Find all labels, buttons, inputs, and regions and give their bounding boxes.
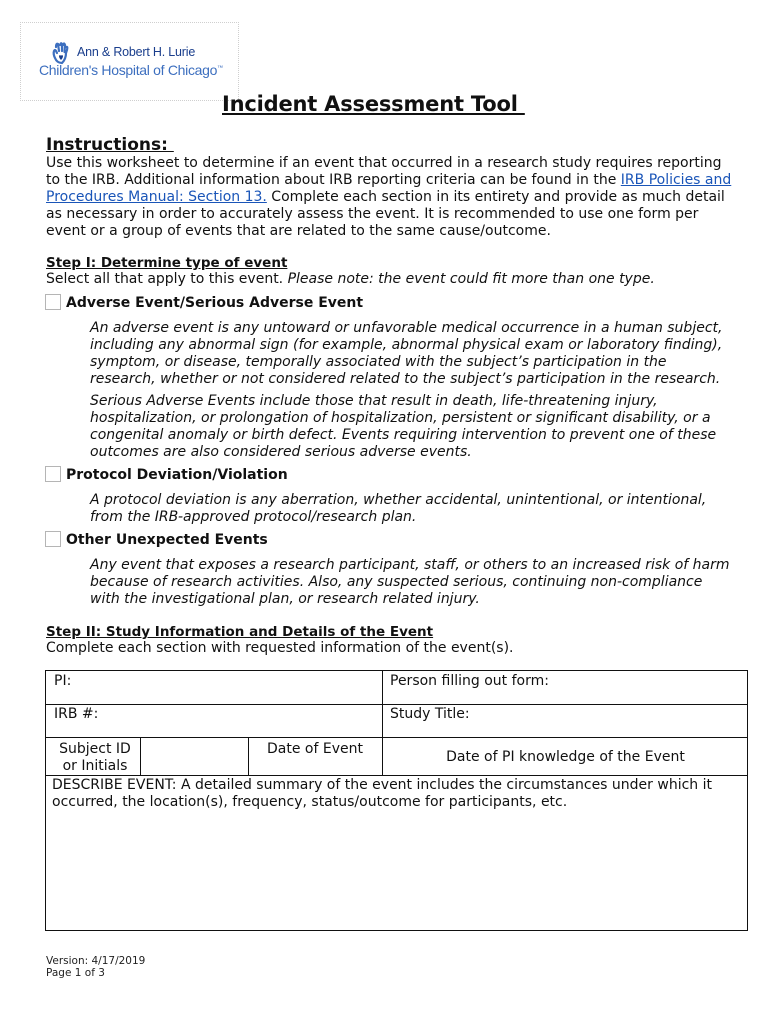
study-title-label: Study Title: [390,706,470,722]
person-filling-label: Person filling out form: [390,673,549,689]
adverse-event-label: Adverse Event/Serious Adverse Event [66,295,364,311]
step2-heading: Step II: Study Information and Details of the Event [46,624,434,640]
study-title-field[interactable] [476,708,740,726]
table-divider [382,738,383,776]
page-title: Incident Assessment Tool [222,92,525,116]
option-protocol-deviation[interactable] [45,467,288,485]
protocol-deviation-description: A protocol deviation is any aberration, whether accidental, unintentional, or intentional, from the IRB-approved protocol/research plan. [90,492,707,525]
adverse-event-checkbox[interactable] [45,294,61,310]
option-adverse-event[interactable] [45,295,363,313]
step2-subheading: Complete each section with requested information of the event(s). [46,640,514,656]
trademark-symbol: ™ [217,65,223,72]
page-number: Page 1 of 3 [46,967,105,979]
event-details-table [45,670,748,931]
other-unexpected-checkbox[interactable] [45,531,61,547]
pi-knowledge-date-label: Date of PI knowledge of the Event [446,749,685,765]
table-divider [248,738,249,776]
protocol-deviation-checkbox[interactable] [45,466,61,482]
subject-id-field[interactable] [146,747,242,767]
hospital-logo [20,22,239,101]
table-divider [46,737,747,738]
instructions-heading: Instructions: [46,135,174,155]
serious-adverse-event-description: Serious Adverse Events include those that result in death, life-threatening injury, hospitalization, or prolongation of hospitalization, persistent or significant disability, or a congenital anomaly or birth defect. Events requiring intervention to prevent one of these outcomes are also considered serious adverse events. [90,393,717,460]
adverse-event-description: An adverse event is any untoward or unfavorable medical occurrence in a human subject, including any abnormal sign (for example, abnormal physical exam or laboratory finding), symptom, or disease, temporally associated with the subject’s participation in the research, whether or not considered related to the subject’s participation in the research. [90,320,723,387]
logo-line-2 [39,62,223,78]
footer [46,955,145,979]
describe-event-field[interactable] [54,815,740,925]
logo-name-text: Children's Hospital of Chicago [39,62,218,78]
table-divider [382,671,383,738]
irb-manual-link[interactable]: IRB Policies and Procedures Manual: Section 13. [46,172,732,205]
step1-heading: Step I: Determine type of event [46,255,288,271]
option-other-unexpected[interactable] [45,532,268,550]
table-divider [140,738,141,776]
date-of-event-label: Date of Event [267,741,363,757]
step1-subheading [46,271,655,287]
person-filling-field[interactable] [552,675,740,693]
other-unexpected-label: Other Unexpected Events [66,532,268,548]
protocol-deviation-label: Protocol Deviation/Violation [66,467,288,483]
logo-line-1: Ann & Robert H. Lurie [77,45,196,59]
table-divider [46,775,747,776]
date-of-event-field[interactable] [256,757,376,773]
table-divider [46,704,747,705]
step1-sub-text: Select all that apply to this event. [46,271,288,287]
instructions-text-1: Use this worksheet to determine if an event that occurred in a research study requires reporting to the IRB. Additional information about IRB reporting criteria can be found in the [46,155,722,188]
irb-number-label: IRB #: [54,706,99,722]
subject-id-label-line1: Subject ID [59,741,131,757]
describe-event-label: DESCRIBE EVENT: A detailed summary of the event includes the circumstances under which it occurred, the location(s), frequency, status/outcome for participants, etc. [52,777,712,810]
pi-field[interactable] [78,675,374,693]
instructions-text-2: Complete each section in its entirety and provide as much detail as necessary in order to accurately assess the event. It is recommended to use one form per event or a group of events that are related to the same cause/outcome. [46,189,725,239]
version-text: Version: 4/17/2019 [46,955,146,967]
step1-note: Please note: the event could fit more than one type. [287,271,655,287]
subject-id-label [52,741,138,775]
instructions-paragraph [46,155,736,240]
other-unexpected-description: Any event that exposes a research participant, staff, or others to an increased risk of harm because of research activities. Also, any suspected serious, continuing non-compliance with the investigational plan, or research related injury. [90,557,730,607]
subject-id-label-line2: or Initials [62,758,128,774]
irb-number-field[interactable] [106,708,374,726]
pi-label: PI: [54,673,72,689]
